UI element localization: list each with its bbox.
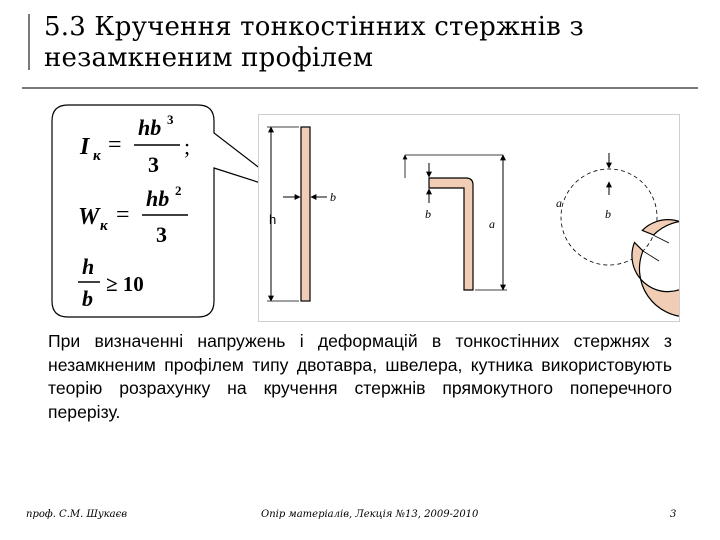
cross-section-figure — [258, 114, 680, 322]
wk-symbol: W — [78, 204, 100, 230]
ik-semicolon: ; — [184, 134, 191, 159]
ring-b-label: b — [605, 207, 611, 221]
body-paragraph: При визначенні напружень і деформацій в тонкостінних стержнях з незамкненим профілем типу двотавра, швелера, кутника використовують теорію розрахунку на кручення стержнів прямокутного поперечного перерізу. — [48, 331, 672, 422]
wk-equals: = — [116, 202, 130, 228]
ik-numerator: hb — [138, 115, 162, 140]
strip-b-label: b — [330, 190, 336, 204]
angle-section — [405, 155, 507, 290]
ik-equals: = — [108, 132, 122, 158]
ring-cut-mark-1 — [653, 235, 669, 243]
wk-denominator: 3 — [156, 222, 167, 247]
ratio-relation: ≥ 10 — [106, 272, 144, 296]
ring-profile — [632, 220, 679, 317]
angle-b-label: b — [425, 207, 431, 221]
ik-denominator: 3 — [148, 152, 159, 177]
footer-page-number: 3 — [670, 509, 677, 520]
ik-symbol: I — [80, 134, 90, 160]
thin-strip-section — [267, 127, 336, 301]
wk-subscript: к — [100, 218, 108, 234]
wk-power: 2 — [175, 183, 182, 198]
wk-numerator: hb — [146, 186, 170, 211]
ring-a-label: a — [556, 196, 562, 210]
cross-section-drawing — [259, 115, 679, 321]
footer-course: Опір матеріалів, Лекція №13, 2009-2010 — [261, 509, 479, 520]
ik-subscript: к — [93, 148, 101, 164]
title-line-2: незамкненим профілем — [44, 43, 374, 73]
ratio-numerator: h — [82, 254, 95, 279]
split-ring-section — [556, 153, 679, 317]
strip-h-label: h — [269, 212, 277, 227]
footer-author: проф. С.М. Шукаєв — [26, 509, 128, 520]
angle-profile — [429, 178, 473, 290]
strip-profile — [301, 127, 310, 301]
ring-cut-mark-2 — [643, 251, 659, 261]
title-line-1: 5.3 Кручення тонкостінних стержнів з — [44, 12, 584, 42]
angle-a-label: a — [489, 217, 495, 231]
ik-power: 3 — [167, 112, 174, 127]
ratio-denominator: b — [82, 286, 93, 311]
